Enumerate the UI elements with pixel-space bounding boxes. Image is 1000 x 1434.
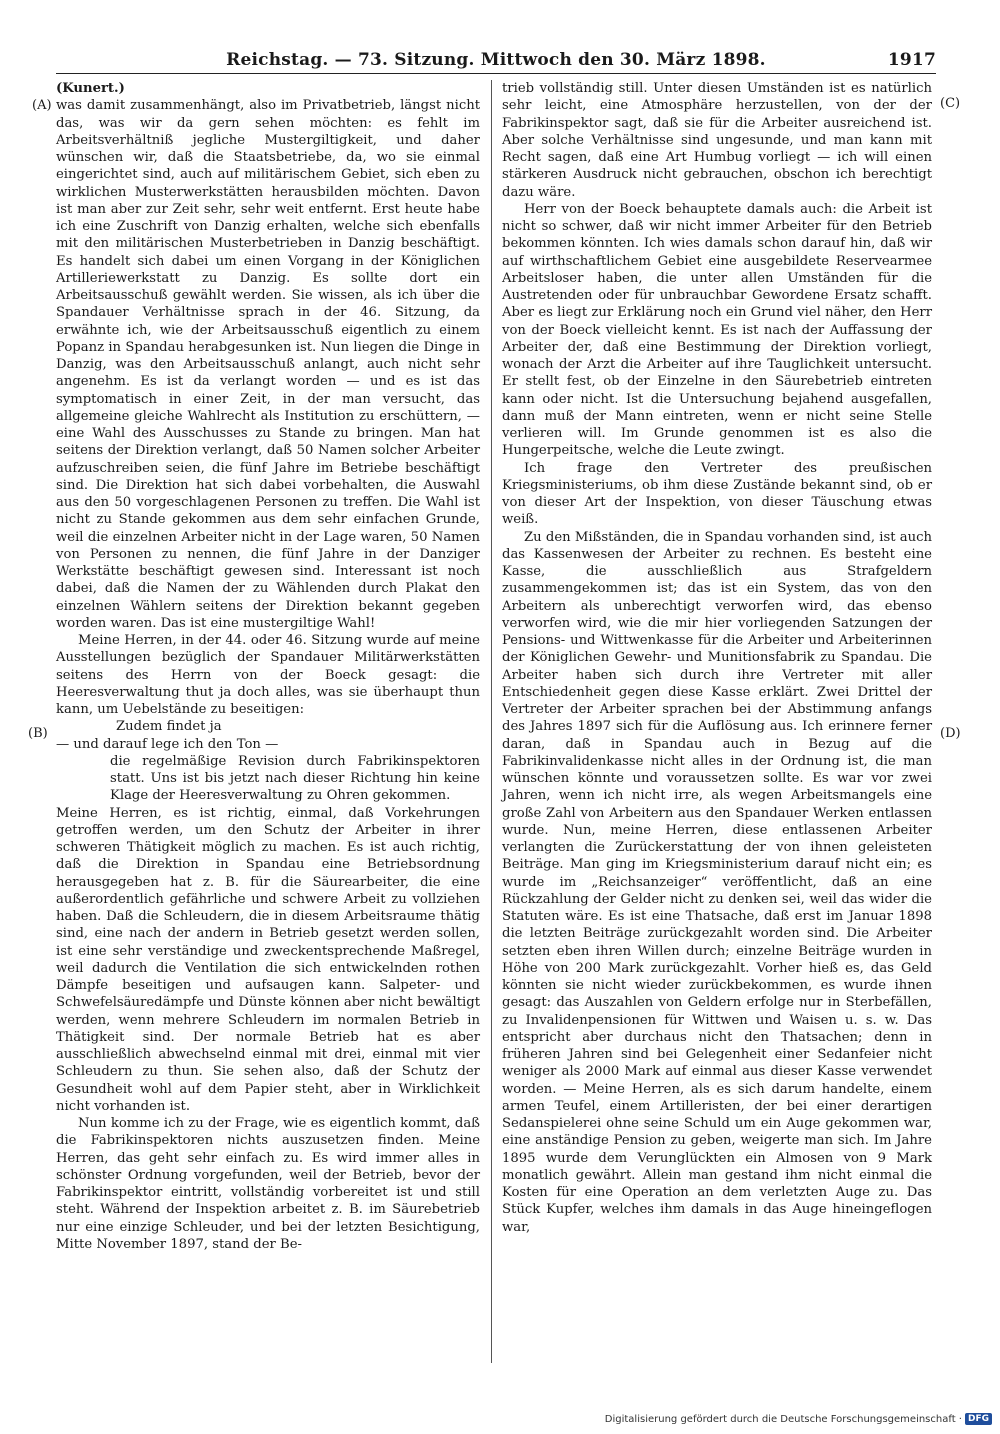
paragraph: Nun komme ich zu der Frage, wie es eigentlich kommt, daß die Fabrikinspektoren nichts auszusetzen finden. Meine Herren, das geht sehr einfach zu. Es wird immer alles in schönster Ordnung vorgefunden, weil der Betrieb, bevor der Fabrikinspektor eintritt, vollständig vorbereitet ist und still steht. Während der Inspektion arbeitet z. B. im Säurebetrieb nur eine einzige Schleuder, und bei der letzten Besichtigung, Mitte November 1897, stand der Be-: [56, 1116, 480, 1252]
paragraph: was damit zusammenhängt, also im Privatbetrieb, längst nicht das, was wir da gern sehen möchten: es fehlt im Arbeitsverhältniß jegliche Mustergiltigkeit, und daher wünschen wir, daß die Staatsbetriebe, da, wo sie einmal eingerichtet sind, auch auf militärischem Gebiet, sich eben zu wirklichen Musterwerkstätten herausbilden möchten. Davon ist man aber zur Zeit sehr, sehr weit entfernt. Erst heute habe ich eine Zuschrift von Danzig erhalten, welche sich ebenfalls mit den militärischen Musterbetrieben in Danzig beschäftigt. Es handelt sich dabei um einen Vorgang in der Königlichen Artilleriewerkstatt zu Danzig. Es sollte dort ein Arbeitsausschuß gewählt werden. Sie wissen, als ich über die Spandauer Verhältnisse sprach in der 46. Sitzung, da erwähnte ich, wie der Arbeitsausschuß eigentlich zu einem Popanz in Spandau herabgesunken ist. Nun liegen die Dinge in Danzig, was den Arbeitsausschuß anlangt, auch nicht sehr angenehm. Es ist da verlangt worden — und es ist das symptomatisch in einer Zeit, in der man versucht, das allgemeine gleiche Wahlrecht als Institution zu erschüttern, — eine Wahl des Ausschusses zu Stande zu bringen. Man hat seitens der Direktion verlangt, daß 50 Namen solcher Arbeiter aufzuschreiben seien, die fünf Jahre im Betriebe beschäftigt sind. Die Direktion hat sich dabei vorbehalten, die Auswahl aus den 50 vorgeschlagenen Personen zu treffen. Die Wahl ist nicht zu Stande gekommen aus dem sehr einfachen Grunde, weil die einzelnen Arbeiter nicht in der Lage waren, 50 Namen von Personen zu nennen, die fünf Jahre in der Danziger Werkstätte beschäftigt gewesen sind. Interessant ist noch dabei, daß die Namen der zu Wählenden durch Plakat den einzelnen Wählern seitens der Direktion bekannt gegeben worden waren. Das ist eine mustergiltige Wahl!: [56, 98, 480, 631]
margin-marker-b: (B): [28, 726, 48, 741]
margin-marker-c: (C): [940, 96, 961, 111]
left-column: [56, 80, 480, 1253]
margin-marker-a: (A): [32, 98, 52, 113]
quote-continuation: die regelmäßige Revision durch Fabrikinspektoren statt. Uns ist bis jetzt nach dieser Richtung hin keine Klage der Heeresverwaltung zu Ohren gekommen.: [110, 753, 480, 804]
column-divider: [491, 80, 492, 1363]
quote-line: Zudem findet ja: [116, 719, 222, 735]
paragraph: trieb vollständig still. Unter diesen Umständen ist es natürlich sehr leicht, eine Atmosphäre herzustellen, von der der Fabrikinspektor sagt, daß sie für die Arbeiter ausreichend ist. Aber solche Verhältnisse sind ungesunde, und man kann mit Recht sagen, daß eine Art Humbug vorliegt — ich will einen stärkeren Ausdruck nicht gebrauchen, obschon ich berechtigt dazu wäre.: [502, 81, 932, 200]
dfg-logo-icon: DFG: [965, 1413, 992, 1425]
footer-text: Digitalisierung gefördert durch die Deutsche Forschungsgemeinschaft ·: [604, 1413, 962, 1425]
paragraph: Zu den Mißständen, die in Spandau vorhanden sind, ist auch das Kassenwesen der Arbeiter zu rechnen. Es besteht eine Kasse, die ausschließlich aus Strafgeldern zusammengekommen ist; das ist ein System, das von den Arbeitern als unberechtigt verworfen wird, das ebenso verworfen wird, wie die mir hier vorliegenden Satzungen der Pensions- und Wittwenkasse für die Arbeiter und Arbeiterinnen der Königlichen Gewehr- und Munitionsfabrik zu Spandau. Die Arbeiter haben sich durch ihre Vertreter mit aller Entschiedenheit gegen diese Kasse erklärt. Zwei Drittel der Vertreter der Arbeiter sprachen bei der Abstimmung anfangs des Jahres 1897 sich für die Auflösung aus. Ich erinnere ferner daran, daß in Spandau auch in Bezug auf die Fabrikinvalidenkasse nicht alles in der Ordnung ist, die man wünschen könnte und voraussetzen sollte. Es war vor zwei Jahren, wenn ich nicht irre, als wegen Arbeitsmangels eine große Zahl von Arbeitern aus den Spandauer Werken entlassen wurde. Nun, meine Herren, diese entlassenen Arbeiter verlangten die Zurückerstattung der von ihnen geleisteten Beiträge. Man ging im Kriegsministerium darauf nicht ein; es wurde im „Reichsanzeiger“ veröffentlicht, daß an eine Rückzahlung der Gelder nicht zu denken sei, weil das wider die Statuten wäre. Es ist eine Thatsache, daß erst im Januar 1898 die letzten Beiträge zurückgezahlt worden sind. Die Arbeiter setzten eben ihren Willen durch; einzelne Beiträge wurden in Höhe von 200 Mark zurückgezahlt. Vorher hieß es, das Geld könnten sie nicht wieder zurückbekommen, es wurde ihnen gesagt: das Auszahlen von Geldern erfolge nur in Sterbefällen, zu Invalidenpensionen für Wittwen und Waisen u. s. w. Das entspricht aber durchaus nicht den Thatsachen; denn in früheren Jahren sind bei Gelegenheit einer Sedanfeier nicht weniger als 2000 Mark auf einmal aus dieser Kasse verwendet worden. — Meine Herren, als es sich darum handelte, einem armen Teufel, einem Artilleristen, der bei einer derartigen Sedanspielerei ohne seine Schuld um ein Auge gekommen war, eine anständige Pension zu geben, weigerte man sich. Im Jahre 1895 wurde dem Verunglückten ein Almosen von 9 Mark monatlich gewährt. Allein man gestand ihm nicht einmal die Kosten für eine Operation an dem verletzten Auge zu. Das Stück Kupfer, welches ihm damals in das Auge hineingeflogen war,: [502, 529, 932, 1235]
quote-interjection: — und darauf lege ich den Ton —: [56, 736, 279, 752]
speaker-name: (Kunert.): [56, 81, 125, 96]
paragraph: Meine Herren, in der 44. oder 46. Sitzung wurde auf meine Ausstellungen bezüglich der Spandauer Militärwerkstätten seitens des Herrn von der Boeck gesagt: die Heeresverwaltung thut ja doch alles, was sie überhaupt thun kann, um Uebelstände zu beseitigen:: [56, 633, 480, 717]
right-column: [502, 80, 932, 1236]
margin-marker-d: (D): [940, 726, 961, 741]
paragraph: Meine Herren, es ist richtig, einmal, daß Vorkehrungen getroffen werden, um den Schutz der Arbeiter in ihrer schweren Thätigkeit möglich zu machen. Es ist auch richtig, daß die Direktion in Spandau eine Betriebsordnung herausgegeben hat z. B. für die Säurearbeiter, die eine außerordentlich gefährliche und schwere Arbeit zu vollziehen haben. Daß die Schleudern, die in diesem Arbeitsraume thätig sind, eine nach der andern in Betrieb gesetzt werden sollen, ist eine sehr verständige und zweckentsprechende Maßregel, weil dadurch die Ventilation die sich entwickelnden rothen Dämpfe beseitigen und aufsaugen kann. Salpeter- und Schwefelsäuredämpfe und Dünste können aber nicht bewältigt werden, wenn mehrere Schleudern im normalen Betrieb in Thätigkeit sind. Der normale Betrieb hat es aber ausschließlich abwechselnd einmal mit drei, einmal mit vier Schleudern zu thun. Sie sehen also, daß der Schutz der Gesundheit wohl auf dem Papier steht, aber in Wirklichkeit nicht vorhanden ist.: [56, 805, 480, 1114]
running-title: Reichstag. — 73. Sitzung. Mittwoch den 30. März 1898.: [226, 50, 766, 70]
paragraph: Ich frage den Vertreter des preußischen Kriegsministeriums, ob ihm diese Zustände bekannt sind, ob er von dieser Art der Inspektion, von dieser Täuschung etwas weiß.: [502, 460, 932, 528]
paragraph: Herr von der Boeck behauptete damals auch: die Arbeit ist nicht so schwer, daß wir nicht immer Arbeiter für den Betrieb bekommen könnten. Ich wies damals schon darauf hin, daß wir auf wirthschaftlichem Gebiet eine ausgebildete Reservearmee Arbeitsloser haben, die unter allen Umständen für die Austretenden oder für unbrauchbar Gewordene Ersatz schafft. Aber es liegt zur Erklärung noch ein Grund viel näher, den Herr von der Boeck vielleicht kennt. Es ist nach der Auffassung der Arbeiter der, daß eine Bestimmung der Direktion vorliegt, wonach der Arzt die Arbeiter auf ihre Tauglichkeit untersucht. Er stellt fest, ob der Einzelne in den Säurebetrieb eintreten kann oder nicht. Ist die Untersuchung bejahend ausgefallen, dann muß der Mann eintreten, wenn er nicht seine Stelle verlieren will. Im Grunde genommen ist es also die Hungerpeitsche, welche die Leute zwingt.: [502, 201, 932, 459]
footer-credit: [605, 1413, 992, 1425]
page-number: 1917: [887, 50, 936, 70]
header-rule: [56, 73, 936, 74]
page-header: [56, 50, 936, 72]
